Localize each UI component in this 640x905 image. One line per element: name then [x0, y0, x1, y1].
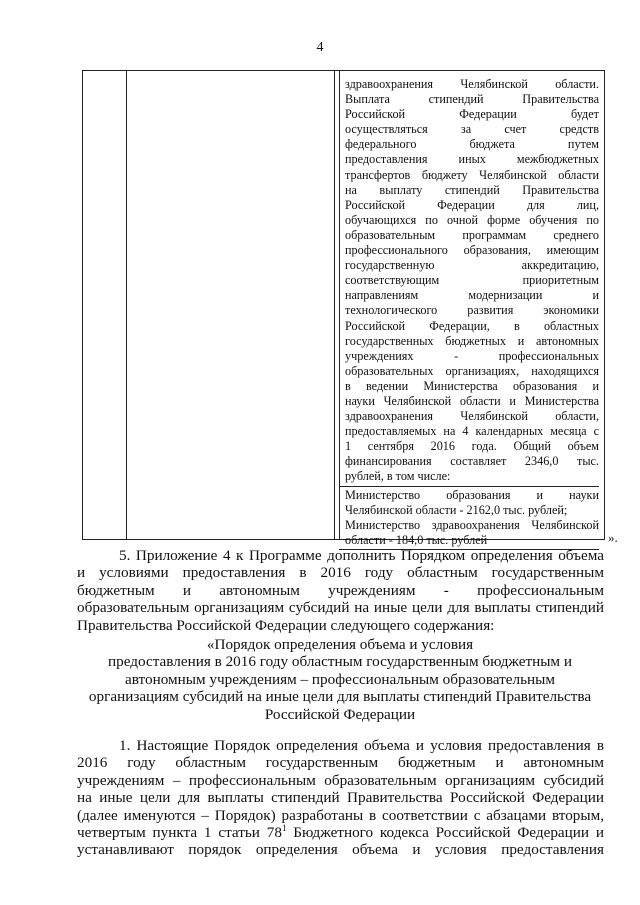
line-text: Бюджетного кодекса Российской Федерации и	[286, 823, 604, 841]
table-fragment	[82, 70, 605, 547]
cell-line: предоставления иных межбюджетных	[345, 152, 599, 167]
cell-line: 1 сентября 2016 года. Общий объем	[345, 439, 599, 454]
paragraph-line: Правительства Российской Федерации следующего содержания:	[77, 616, 495, 634]
page-number: 4	[316, 40, 324, 55]
paragraph-line: бюджетным и автономным учреждениям - профессиональным	[77, 581, 604, 599]
cell-line: федерального бюджета путем	[345, 137, 599, 152]
paragraph-line: 5. Приложение 4 к Программе дополнить Порядком определения объема	[119, 547, 604, 564]
heading-line: организациям субсидий на иные цели для выплаты стипендий Правительства	[88, 688, 592, 706]
paragraph-line: (далее именуются – Порядок) разработаны в соответствии с абзацами вторым,	[77, 806, 604, 824]
cell-line: рублей, в том числе:	[345, 469, 451, 484]
cell-line: осуществляться за счет средств	[345, 122, 599, 137]
paragraph-line: образовательным организациям субсидий на иные цели для выплаты стипендий	[77, 599, 604, 617]
cell-line: обучающихся по очной форме обучения по	[345, 212, 599, 227]
cell-line: учреждениях - профессиональных	[345, 348, 599, 363]
cell-line: профессионального образования, имеющим	[345, 243, 599, 258]
paragraph-1	[77, 737, 604, 859]
cell-line: на выплату стипендий Правительства	[345, 182, 599, 197]
cell-line: образовательных организациях, находящихся	[345, 363, 599, 378]
cell-line: области - 184,0 тыс. рублей	[345, 532, 488, 547]
cell-line: Выплата стипендий Правительства	[345, 92, 599, 107]
cell-line: технологического развития экономики	[345, 303, 599, 318]
paragraph-line	[77, 824, 604, 841]
closing-quote: ».	[608, 530, 618, 545]
cell-line: в ведении Министерства образования и	[345, 378, 599, 393]
cell-line: государственных бюджетных и автономных	[345, 333, 599, 348]
cell-line: предоставляемых на 4 календарных месяца с	[345, 424, 599, 439]
cell-line: направлениям модернизации и	[345, 288, 599, 303]
section-heading	[60, 636, 620, 723]
paragraph-line: 1. Настоящие Порядок определения объема и условия предоставления в	[119, 737, 604, 754]
column-divider	[126, 71, 127, 539]
cell-line: здравоохранения Челябинской области,	[345, 409, 599, 424]
cell-line: финансирования составляет 2346,0 тыс.	[345, 454, 599, 469]
cell-line: образовательным программам среднего	[345, 227, 599, 242]
ministry-breakdown	[339, 486, 599, 550]
table-cell-text	[345, 77, 599, 550]
paragraph-5	[77, 547, 604, 634]
superscript: 1	[281, 823, 287, 833]
paragraph-line: на иные цели для выплаты стипендий Правительства Российской Федерации	[77, 789, 604, 807]
heading-line: предоставления в 2016 году областным государственным бюджетным и	[108, 653, 572, 671]
cell-line: Челябинской области - 2162,0 тыс. рублей;	[345, 502, 568, 517]
cell-line: государственную аккредитацию,	[345, 258, 599, 273]
cell-line: Российской Федерации будет	[345, 107, 599, 122]
line-text: четвертым пункта 1 статьи 78	[77, 823, 282, 841]
cell-line: науки Челябинской области и Министерства	[345, 393, 599, 408]
cell-line: соответствующим приоритетным	[345, 273, 599, 288]
cell-line: Министерство здравоохранения Челябинской	[345, 517, 599, 532]
paragraph-line: и условиями предоставления в 2016 году областным государственным	[77, 564, 604, 582]
cell-line: Российской Федерации для лиц,	[345, 197, 599, 212]
cell-line: трансфертов бюджету Челябинской области	[345, 167, 599, 182]
paragraph-line: устанавливают порядок определения объема и условия предоставления	[77, 841, 604, 859]
heading-line: Российской Федерации	[264, 705, 416, 723]
heading-line: «Порядок определения объема и условия	[206, 636, 474, 653]
column-divider	[339, 71, 340, 539]
paragraph-line: учреждениям – профессиональным образовательным организациям субсидий	[77, 771, 604, 789]
paragraph-line: 2016 году областным государственным бюджетным и автономным	[77, 754, 604, 772]
cell-line: здравоохранения Челябинской области.	[345, 77, 599, 91]
heading-line: автономным учреждениям – профессиональным образовательным	[125, 670, 555, 688]
column-divider	[334, 71, 335, 539]
cell-line: Российской Федерации, в областных	[345, 318, 599, 333]
cell-line: Министерство образования и науки	[345, 487, 599, 502]
